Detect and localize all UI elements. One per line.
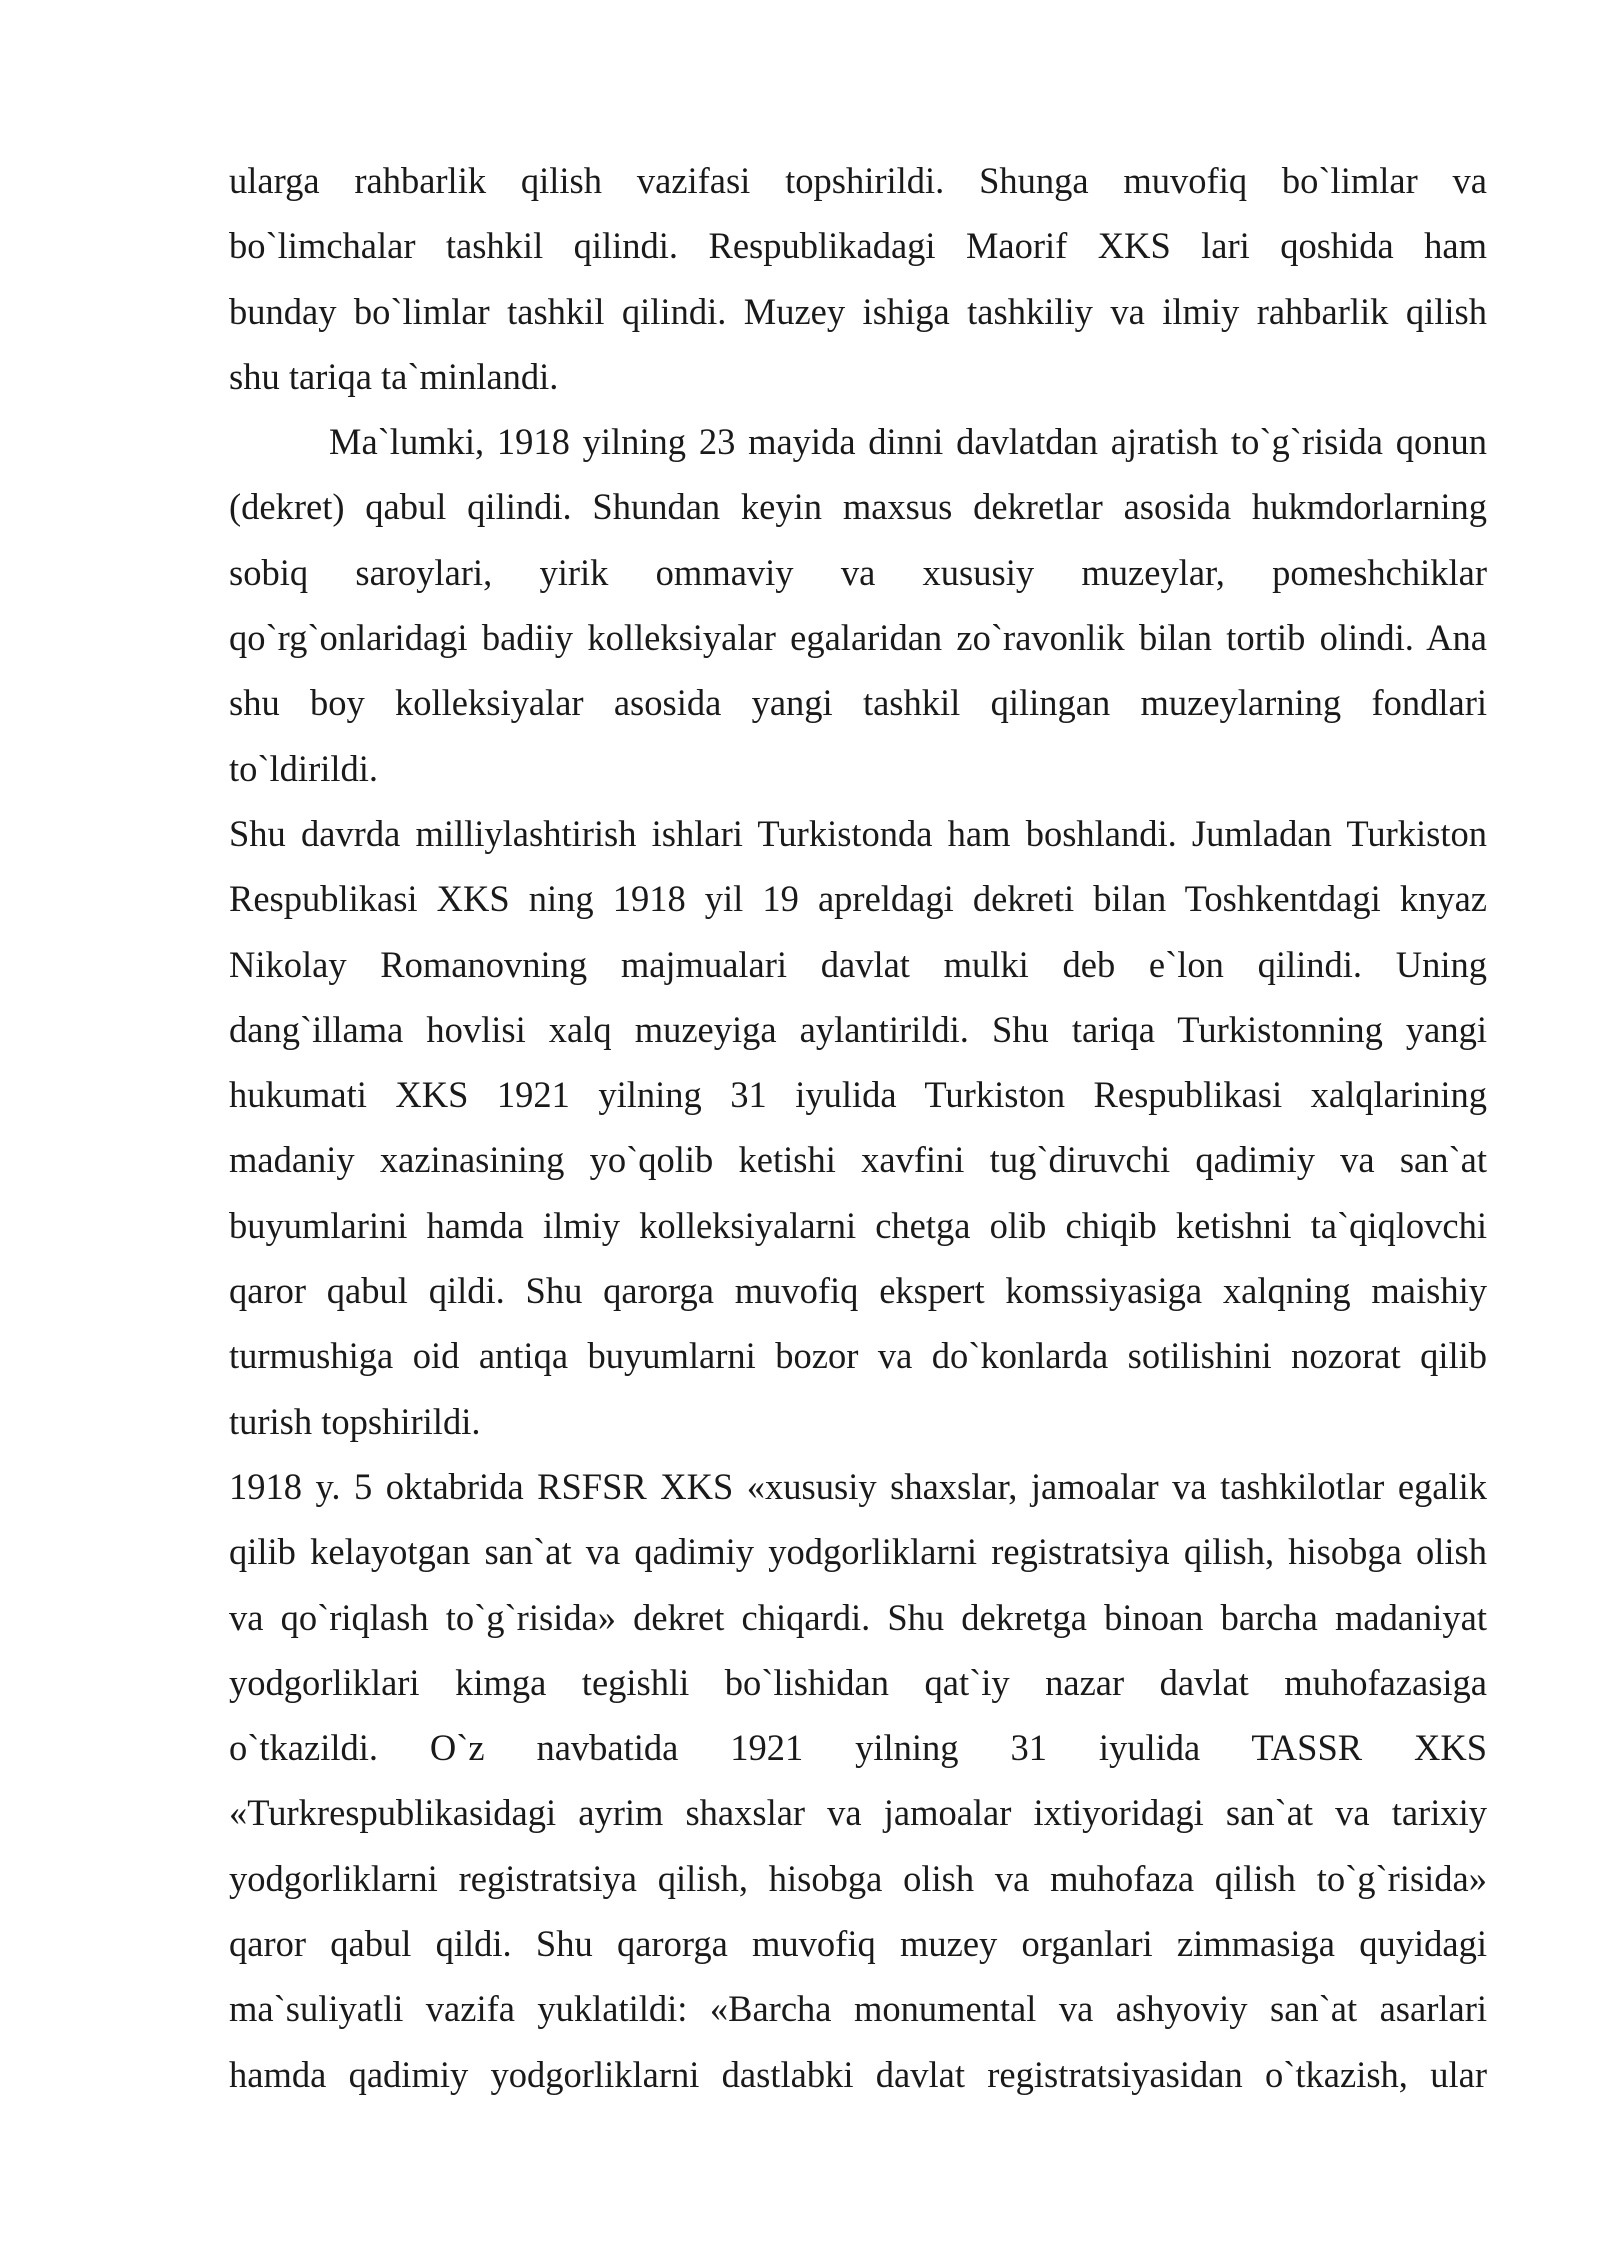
- text-line: o`tkazildi. O`z navbatida 1921 yilning 31 iyulida TASSR XKS: [229, 1727, 1487, 1769]
- text-line: 1918 y. 5 oktabrida RSFSR XKS «xususiy shaxslar, jamoalar va tashkilotlar egalik: [229, 1465, 1487, 1507]
- text-line: madaniy xazinasining yo`qolib ketishi xavfini tug`diruvchi qadimiy va san`at: [229, 1139, 1487, 1181]
- text-line: buyumlarini hamda ilmiy kolleksiyalarni chetga olib chiqib ketishni ta`qiqlovchi: [229, 1204, 1487, 1246]
- text-line: hamda qadimiy yodgorliklarni dastlabki davlat registratsiyasidan o`tkazish, ular: [229, 2053, 1487, 2095]
- text-line: qaror qabul qildi. Shu qarorga muvofiq muzey organlari zimmasiga quyidagi: [229, 1923, 1487, 1965]
- text-line: turmushiga oid antiqa buyumlarni bozor va do`konlarda sotilishini nozorat qilib: [229, 1335, 1487, 1377]
- text-line: qilib kelayotgan san`at va qadimiy yodgorliklarni registratsiya qilish, hisobga olish: [229, 1531, 1487, 1573]
- text-line: ma`suliyatli vazifa yuklatildi: «Barcha monumental va ashyoviy san`at asarlari: [229, 1988, 1487, 2030]
- text-line: Nikolay Romanovning majmualari davlat mulki deb e`lon qilindi. Uning: [229, 943, 1487, 985]
- text-line: Shu davrda milliylashtirish ishlari Turkistonda ham boshlandi. Jumladan Turkiston: [229, 812, 1487, 854]
- text-line: (dekret) qabul qilindi. Shundan keyin maxsus dekretlar asosida hukmdorlarning: [229, 486, 1487, 528]
- text-line: qaror qabul qildi. Shu qarorga muvofiq ekspert komssiyasiga xalqning maishiy: [229, 1270, 1487, 1312]
- text-line: «Turkrespublikasidagi ayrim shaxslar va jamoalar ixtiyoridagi san`at va tarixiy: [229, 1792, 1487, 1834]
- document-body: [229, 148, 1487, 2107]
- text-line: yodgorliklari kimga tegishli bo`lishidan qat`iy nazar davlat muhofazasiga: [229, 1661, 1487, 1703]
- text-line: shu boy kolleksiyalar asosida yangi tashkil qilingan muzeylarning fondlari: [229, 682, 1487, 724]
- text-line: ularga rahbarlik qilish vazifasi topshirildi. Shunga muvofiq bo`limlar va: [229, 160, 1487, 201]
- text-line: bunday bo`limlar tashkil qilindi. Muzey ishiga tashkiliy va ilmiy rahbarlik qilish: [229, 290, 1487, 332]
- text-line: turish topshirildi.: [229, 1400, 481, 1442]
- text-line: hukumati XKS 1921 yilning 31 iyulida Turkiston Respublikasi xalqlarining: [229, 1074, 1487, 1116]
- text-line: to`ldirildi.: [229, 747, 379, 789]
- text-line: yodgorliklarni registratsiya qilish, hisobga olish va muhofaza qilish to`g`risida»: [229, 1857, 1487, 1899]
- text-line: bo`limchalar tashkil qilindi. Respublikadagi Maorif XKS lari qoshida ham: [229, 225, 1487, 267]
- text-line: qo`rg`onlaridagi badiiy kolleksiyalar egalaridan zo`ravonlik bilan tortib olindi. Ana: [229, 617, 1487, 659]
- text-line: Ma`lumki, 1918 yilning 23 mayida dinni davlatdan ajratish to`g`risida qonun: [329, 421, 1487, 463]
- text-line: shu tariqa ta`minlandi.: [229, 355, 559, 397]
- text-line: dang`illama hovlisi xalq muzeyiga aylantirildi. Shu tariqa Turkistonning yangi: [229, 1008, 1487, 1050]
- text-line: Respublikasi XKS ning 1918 yil 19 apreldagi dekreti bilan Toshkentdagi knyaz: [229, 878, 1487, 920]
- text-line: sobiq saroylari, yirik ommaviy va xususiy muzeylar, pomeshchiklar: [229, 551, 1487, 593]
- text-line: va qo`riqlash to`g`risida» dekret chiqardi. Shu dekretga binoan barcha madaniyat: [229, 1596, 1487, 1638]
